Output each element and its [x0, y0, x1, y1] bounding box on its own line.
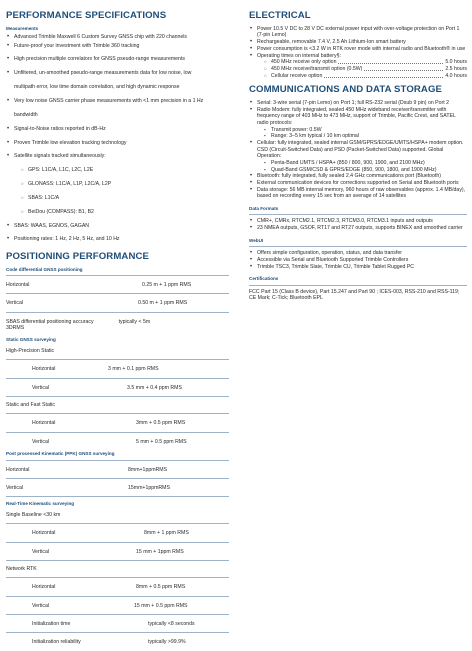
performance-specifications-heading: PERFORMANCE SPECIFICATIONS: [6, 10, 167, 21]
data-formats-label: Data Formats: [249, 205, 279, 211]
certifications-text: FCC Part 15 (Class B device), Part 15.247 and Part 90 ; ICES-003, RSS-210 and RSS-119; CE Mark; C-Tick; Bluetooth EPL: [249, 288, 460, 302]
list-item: multipath error, low time domain correlation, and high dynamic response: [14, 84, 180, 91]
divider: [249, 214, 467, 215]
divider: [6, 542, 229, 543]
list-item: ▪ Transmit power: 0.5W: [249, 127, 467, 133]
divider: [6, 496, 229, 497]
spec-row: Initialization reliability typically >99.9%: [32, 639, 186, 646]
list-item: ○ 450 MHz receive only option 5.0 hours: [249, 59, 467, 65]
divider: [6, 478, 229, 479]
list-item: • Offers simple configuration, operation, status, and data transfer: [249, 250, 467, 256]
divider: [6, 560, 229, 561]
webui-label: WebUI: [249, 237, 264, 243]
divider: [6, 432, 229, 433]
list-item: • Accessible via Serial and Bluetooth Supported Trimble Controllers: [249, 257, 467, 263]
spec-row: Horizontal 8mm+1ppmRMS: [6, 466, 168, 473]
divider: [6, 413, 229, 414]
list-item: ▪ Quad-Band GSM/CSD & GPRS/EDGE (850, 900, 1800, and 1900 MHz): [249, 167, 467, 173]
divider: [6, 396, 229, 397]
list-item: • 23 NMEA outputs, GSOF, RT17 and RT27 outputs, supports BINEX and smoothed carrier: [249, 225, 467, 231]
divider: [6, 312, 229, 313]
list-item: • Unfiltered, un-smoothed pseudo-range measurements data for low noise, low: [6, 70, 229, 76]
list-item: • Satellite signals tracked simultaneously:: [6, 153, 229, 159]
divider: [249, 246, 467, 247]
high-precision-static-label: High-Precision Static: [6, 348, 55, 355]
list-item: • Trimble TSC3, Trimble Slate, Trimble CU, Trimble Tablet Rugged PC: [249, 264, 467, 270]
list-item: ○ BeiDou (COMPASS): B1, B2: [6, 209, 229, 215]
list-item: bandwidth: [14, 111, 38, 118]
static-fast-static-label: Static and Fast Static: [6, 402, 56, 409]
divider: [6, 632, 229, 633]
spec-row: Vertical 0.50 m + 1 ppm RMS: [6, 300, 188, 307]
spec-row: Vertical 15 mm + 0.5 ppm RMS: [32, 602, 188, 609]
left-column: [6, 10, 229, 651]
spec-row: Horizontal 0.25 m + 1 ppm RMS: [6, 282, 192, 289]
list-item: • Operating times on internal battery§:: [249, 53, 467, 59]
spec-row: Initialization time typically <8 seconds: [32, 621, 195, 628]
list-item: • Rechargeable, removable 7.4 V, 2.5 Ah Lithium-Ion smart battery: [249, 39, 467, 45]
list-item: ○ GPS: L1C/A, L1C, L2C, L2E: [6, 167, 229, 173]
positioning-performance-heading: POSITIONING PERFORMANCE: [6, 250, 150, 262]
list-item: • Advanced Trimble Maxwell 6 Custom Survey GNSS chip with 220 channels: [6, 34, 229, 40]
list-item: ▪ Range: 3–5 km typical / 10 km optimal: [249, 133, 467, 139]
single-baseline-label: Single Baseline <30 km: [6, 512, 61, 518]
divider: [6, 275, 229, 276]
list-item: • Future-proof your investment with Trimble 360 tracking: [6, 43, 229, 49]
divider: [249, 285, 467, 286]
divider: [6, 614, 229, 615]
list-item: • SBAS: WAAS, EGNOS, GAGAN: [6, 223, 229, 229]
list-item: • Positioning rates: 1 Hz, 2 Hz, 5 Hz, and 10 Hz: [6, 236, 229, 242]
list-item: • Data storage: 56 MB internal memory, 960 hours of raw observables (approx. 1.4 MB/day), based on recording every 15 sec from an average of 14 satellites: [249, 187, 467, 200]
measurements-list: [6, 34, 229, 243]
list-item: ▪ Penta-Band UMTS / HSPA+ (850 / 800, 900, 1900, and 2100 MHz): [249, 160, 467, 166]
spec-row: Vertical 5 mm + 0.5 ppm RMS: [32, 438, 187, 445]
divider: [6, 460, 229, 461]
spec-row: Vertical 15 mm + 1ppm RMS: [32, 548, 184, 555]
list-item: • Power 10.5 V DC to 28 V DC external power input with over-voltage protection on Port 1 (7-pin Lemo): [249, 26, 467, 39]
electrical-list: [249, 26, 467, 80]
list-item: • Cellular: fully integrated, sealed internal GSM/GPRS/EDGE/UMTS/HSPA+ modem option. CSD (Circuit-Switched Data) and PSD (Packet-Switched Data) supported. Global Operation:: [249, 140, 467, 159]
divider: [6, 293, 229, 294]
certifications-label: Certifications: [249, 276, 279, 282]
list-item: • Serial: 3-wire serial (7-pin Lemo) on Port 1; full RS-232 serial (Dsub 9 pin) on Port 2: [249, 100, 467, 106]
list-item: ○ GLONASS: L1C/A, L1P, L2C/A, L2P: [6, 181, 229, 187]
list-item: ○ 450 MHz receive/transmit option (0.5W) 2.5 hours: [249, 66, 467, 72]
list-item: • Power consumption is <3.2 W in RTK rover mode with internal radio and Bluetooth® in use: [249, 46, 467, 52]
communications-heading: COMMUNICATIONS AND DATA STORAGE: [249, 84, 443, 96]
divider: [6, 577, 229, 578]
spec-row: Vertical 3.5 mm + 0.4 ppm RMS: [32, 384, 182, 391]
spec-row-continuation: 3DRMS: [6, 325, 25, 332]
spec-row: Horizontal 3 mm + 0.1 ppm RMS: [32, 366, 159, 373]
spec-row: Horizontal 3mm + 0.5 ppm RMS: [32, 420, 186, 427]
spec-row: Vertical 15mm+1ppmRMS: [6, 485, 170, 492]
divider: [6, 378, 229, 379]
spec-row: Horizontal 8mm + 0.5 ppm RMS: [32, 584, 186, 591]
list-item: ○ SBAS: L1C/A: [6, 195, 229, 201]
list-item: • External communication devices for corrections supported on Serial and Bluetooth ports: [249, 180, 467, 186]
webui-list: [249, 250, 467, 270]
list-item: • High precision multiple correlators for GNSS pseudo-range measurements: [6, 56, 229, 62]
spec-row: SBAS differential positioning accuracy typically < 5m: [6, 318, 151, 325]
data-formats-list: [249, 218, 467, 231]
list-item: ○ Cellular receive option 4.0 hours: [249, 73, 467, 79]
ppk-surveying-label: Post processed Kinematic (PPK) GNSS surveying: [6, 451, 115, 457]
divider: [6, 596, 229, 597]
communications-list: [249, 100, 467, 200]
electrical-heading: ELECTRICAL: [249, 10, 311, 21]
list-item: • Proven Trimble low elevation tracking technology: [6, 140, 229, 146]
list-item: • Signal-to-Noise ratios reported in dB-Hz: [6, 126, 229, 132]
rtk-surveying-label: Real-Time Kinematic surveying: [6, 501, 75, 507]
list-item: • Radio Modem: fully integrated, sealed 450 MHz wideband receiver/transmitter with frequency range of 403 MHz to 473 MHz, support of Trimble, Pacific Crest, and SATEL radio protocols:: [249, 107, 467, 126]
divider: [6, 359, 229, 360]
measurements-label: Measurements: [6, 25, 39, 31]
right-column: [249, 10, 467, 302]
network-rtk-label: Network RTK: [6, 566, 37, 573]
code-differential-label: Code differential GNSS positioning: [6, 266, 83, 272]
list-item: • Bluetooth: fully integrated, fully sealed 2.4 GHz communications port (Bluetooth): [249, 173, 467, 179]
list-item: • CMR+, CMRx, RTCM2.1, RTCM2.3, RTCM3.0, RTCM3.1 inputs and outputs: [249, 218, 467, 224]
static-surveying-label: Static GNSS surveying: [6, 337, 56, 343]
spec-row: Horizontal 8mm + 1 ppm RMS: [32, 530, 189, 537]
list-item: • Very low noise GNSS carrier phase measurements with <1 mm precision in a 1 Hz: [6, 98, 229, 104]
divider: [6, 523, 229, 524]
